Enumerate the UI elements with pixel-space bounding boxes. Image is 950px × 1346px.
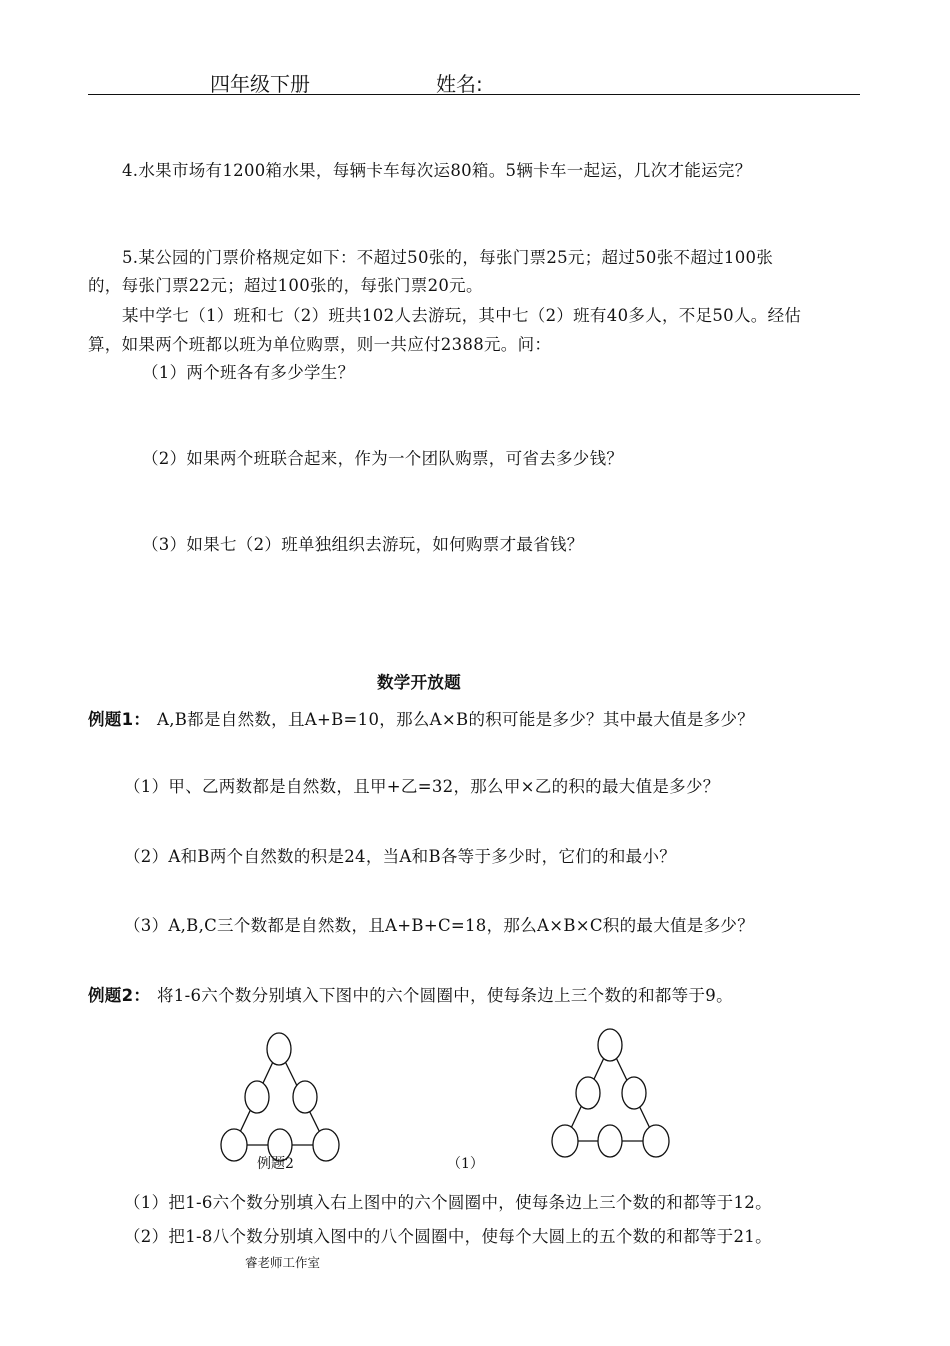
section-title: 数学开放题 xyxy=(377,673,461,692)
example-2-question-1: （1）把1-6六个数分别填入右上图中的六个圆圈中，使每条边上三个数的和都等于12。 xyxy=(124,1193,772,1212)
left-circle-top xyxy=(267,1033,291,1065)
problem-5-line-1: 5.某公园的门票价格规定如下：不超过50张的，每张门票25元；超过50张不超过100张 xyxy=(122,248,774,267)
right-circle-mid-left xyxy=(576,1077,600,1109)
left-circle-mid-left xyxy=(245,1081,269,1113)
right-circle-bottom-mid xyxy=(598,1125,622,1157)
problem-5-line-4: 算，如果两个班都以班为单位购票，则一共应付2388元。问： xyxy=(88,335,552,354)
figure-right-caption: （1） xyxy=(447,1156,484,1172)
problem-5-question-3: （3）如果七（2）班单独组织去游玩，如何购票才最省钱？ xyxy=(142,535,584,554)
footer-text: 睿老师工作室 xyxy=(245,1255,321,1270)
example-1-label: 例题1： xyxy=(88,710,151,729)
problem-5-question-1: （1）两个班各有多少学生？ xyxy=(142,363,355,382)
left-circle-mid-right xyxy=(293,1081,317,1113)
example-1-question-2: （2）A和B两个自然数的积是24，当A和B各等于多少时，它们的和最小？ xyxy=(124,847,677,866)
problem-4: 4.水果市场有1200箱水果，每辆卡车每次运80箱。5辆卡车一起运，几次才能运完？ xyxy=(122,161,752,180)
header-grade: 四年级下册 xyxy=(210,72,310,96)
example-1-question-3: （3）A,B,C三个数都是自然数，且A+B+C=18，那么A×B×C积的最大值是多少？ xyxy=(124,916,755,935)
example-1-text: A,B都是自然数，且A+B=10，那么A×B的积可能是多少？其中最大值是多少？ xyxy=(157,710,755,729)
left-circle-bottom-left xyxy=(221,1129,247,1161)
right-circle-top xyxy=(598,1029,622,1061)
header-name-label: 姓名: xyxy=(436,72,483,96)
example-2-question-2: （2）把1-8八个数分别填入图中的八个圆圈中，使每个大圆上的五个数的和都等于21。 xyxy=(124,1227,772,1246)
problem-5-line-3: 某中学七（1）班和七（2）班共102人去游玩，其中七（2）班有40多人，不足50人。经估 xyxy=(122,306,802,325)
right-circle-mid-right xyxy=(622,1077,646,1109)
figure-left-caption: 例题2 xyxy=(257,1156,294,1172)
example-2-text: 将1-6六个数分别填入下图中的六个圆圈中，使每条边上三个数的和都等于9。 xyxy=(157,986,733,1005)
right-circle-bottom-right xyxy=(643,1125,669,1157)
right-circle-bottom-left xyxy=(552,1125,578,1157)
problem-5-question-2: （2）如果两个班联合起来，作为一个团队购票，可省去多少钱？ xyxy=(142,449,624,468)
example-2-label: 例题2： xyxy=(88,986,151,1005)
example-1-question-1: （1）甲、乙两数都是自然数，且甲+乙=32，那么甲×乙的积的最大值是多少？ xyxy=(124,777,720,796)
left-triangle-figure xyxy=(221,1033,339,1161)
right-triangle-figure xyxy=(552,1029,669,1157)
left-circle-bottom-right xyxy=(313,1129,339,1161)
problem-5-line-2: 的，每张门票22元；超过100张的，每张门票20元。 xyxy=(88,276,483,295)
